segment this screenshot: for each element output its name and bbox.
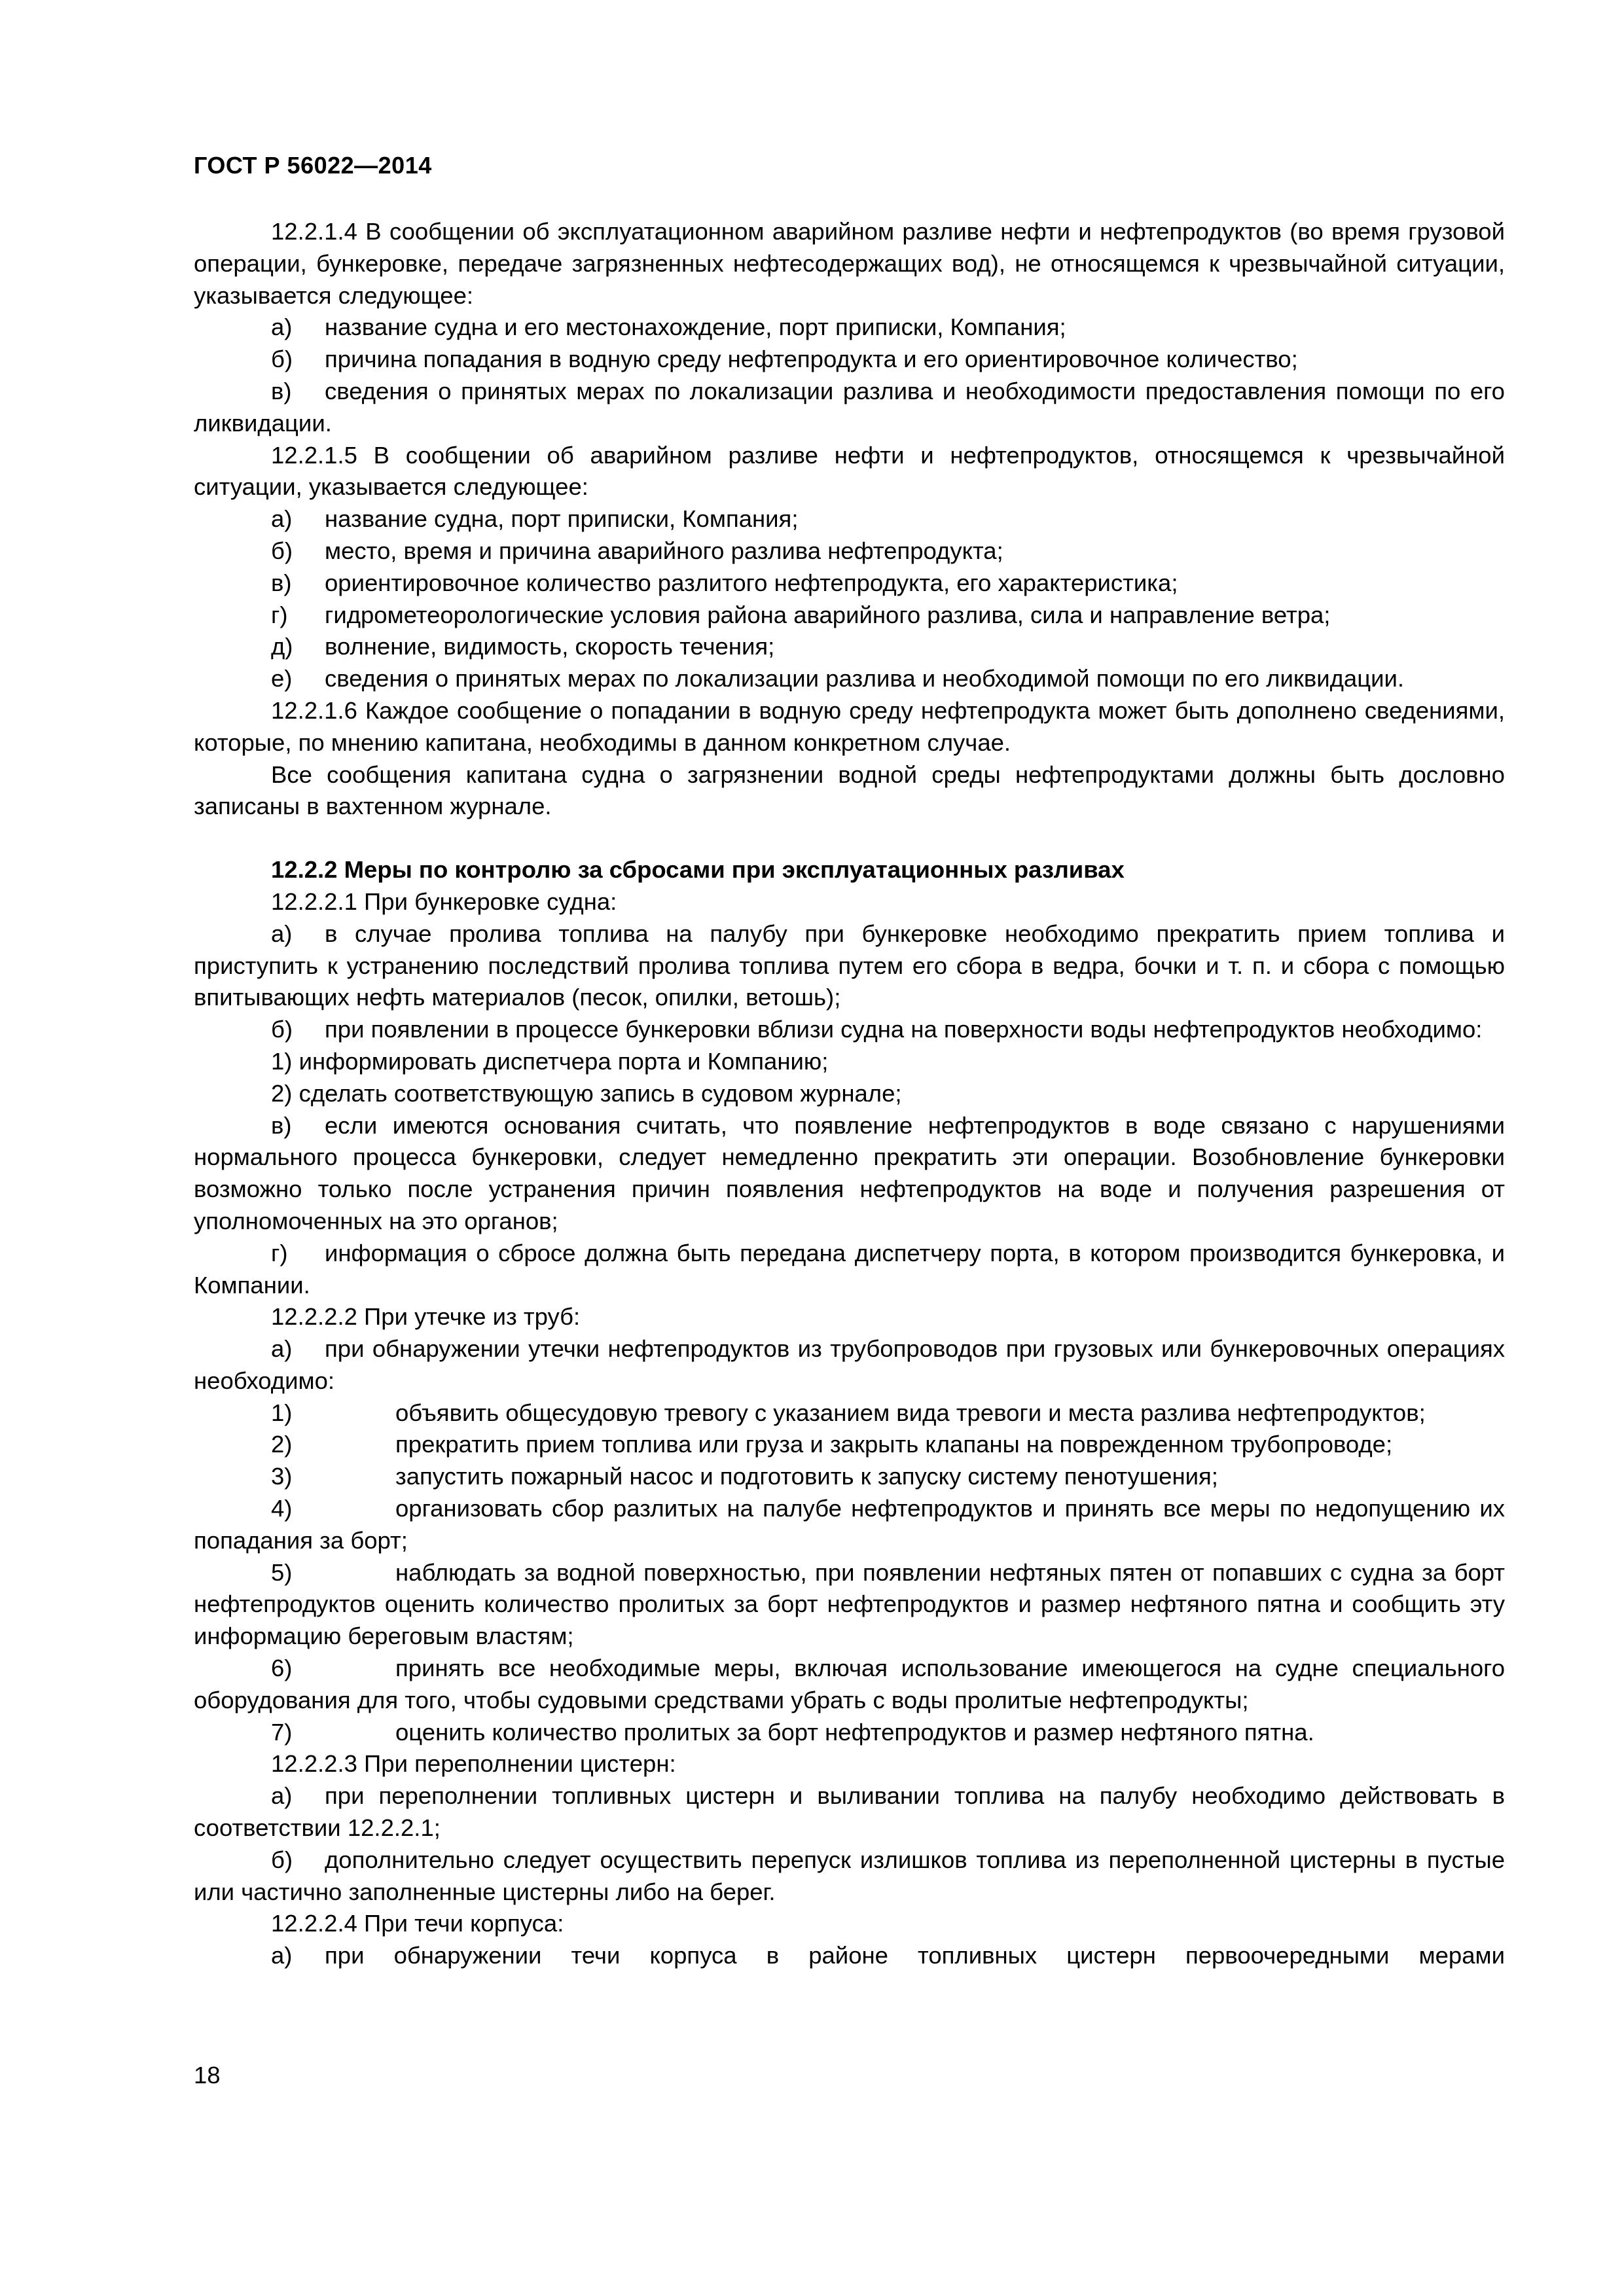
list-marker: а) — [271, 1335, 293, 1363]
list-marker: в) — [271, 377, 292, 404]
list-marker: 3) — [271, 1463, 293, 1490]
list-item — [194, 1557, 1505, 1653]
list-item-text: объявить общесудовую тревогу с указанием вида тревоги и места разлива нефтепродуктов; — [395, 1399, 1426, 1426]
list-item-text: прекратить прием топлива или груза и закрыть клапаны на поврежденном трубопроводе; — [395, 1431, 1393, 1458]
list-marker: б) — [271, 346, 293, 373]
list-item — [194, 1717, 1505, 1749]
list-item — [194, 1110, 1505, 1238]
list-marker: 1) — [271, 1399, 293, 1426]
list-item — [194, 1333, 1505, 1397]
list-item — [194, 1653, 1505, 1717]
list-marker: г) — [271, 601, 288, 628]
paragraph: 12.2.2.4 При течи корпуса: — [271, 1910, 564, 1937]
list-item-text: организовать сбор разлитых на палубе нефтепродуктов и принять все меры по недопущению их попадания за борт; — [194, 1495, 1505, 1554]
list-marker: в) — [271, 569, 292, 596]
list-item — [194, 1844, 1505, 1909]
document-header: ГОСТ Р 56022—2014 — [194, 152, 432, 179]
list-item-text: при обнаружении течи корпуса в районе топливных цистерн первоочередными мерами — [325, 1942, 1505, 1969]
list-item-text: место, время и причина аварийного разлива нефтепродукта; — [325, 537, 1003, 564]
list-item-text: гидрометеорологические условия района аварийного разлива, сила и направление ветра; — [325, 601, 1331, 628]
list-item — [194, 1397, 1505, 1429]
list-item — [194, 663, 1505, 695]
list-item-text: принять все необходимые меры, включая использование имеющегося на судне специального оборудования для того, чтобы судовыми средствами убрать с воды пролитые нефтепродукты; — [194, 1655, 1505, 1713]
list-marker: 5) — [271, 1558, 293, 1586]
list-item-text: название судна и его местонахождение, порт приписки, Компания; — [325, 314, 1066, 341]
list-item-text: сведения о принятых мерах по локализации разлива и необходимости предоставления помощи по его ликвидации. — [194, 377, 1505, 437]
list-item — [194, 1940, 1505, 1972]
document-body — [194, 216, 1505, 1972]
list-item — [194, 376, 1505, 440]
list-item-text: название судна, порт приписки, Компания; — [325, 505, 799, 533]
list-item-text: при переполнении топливных цистерн и выливании топлива на палубу необходимо действовать в соответствии 12.2.2.1; — [194, 1782, 1505, 1842]
list-item-text: в случае пролива топлива на палубу при бункеровке необходимо прекратить прием топлива и приступить к устранению последствий пролива топлива путем его сбора в ведра, бочки и т. п. и сбора с помощью впитывающих нефть материалов (песок, опилки, ветошь); — [194, 920, 1505, 1011]
list-item-text: сведения о принятых мерах по локализации разлива и необходимой помощи по его ликвидации. — [325, 665, 1405, 692]
list-marker: а) — [271, 1782, 293, 1810]
list-item — [194, 1493, 1505, 1557]
list-item-text: наблюдать за водной поверхностью, при появлении нефтяных пятен от попавших с судна за борт нефтепродуктов оценить количество пролитых за борт нефтепродуктов и размер нефтяного пятна и сообщить эту информацию береговым властям; — [194, 1558, 1505, 1650]
list-marker: а) — [271, 314, 293, 341]
list-marker: б) — [271, 1016, 293, 1043]
list-marker: а) — [271, 1942, 293, 1969]
list-marker: а) — [271, 505, 293, 533]
list-item — [194, 1014, 1505, 1046]
list-item-text: если имеются основания считать, что появление нефтепродуктов в воде связано с нарушениями нормального процесса бункеровки, следует немедленно прекратить эти операции. Возобновление бункеровки возможно только после устранения причин появления нефтепродуктов на воде и получения разрешения от уполномоченных на это органов; — [194, 1111, 1505, 1234]
list-marker: 2) — [271, 1431, 293, 1458]
list-item-text: информация о сбросе должна быть передана диспетчеру порта, в котором производится бункеровка, и Компании. — [194, 1239, 1505, 1299]
list-item-text: ориентировочное количество разлитого нефтепродукта, его характеристика; — [325, 569, 1178, 596]
section-gap — [194, 823, 1505, 854]
list-item — [194, 567, 1505, 600]
paragraph: 12.2.2.2 При утечке из труб: — [271, 1303, 581, 1331]
list-item — [194, 312, 1505, 344]
list-item — [194, 1780, 1505, 1844]
section-heading: 12.2.2 Меры по контролю за сбросами при эксплуатационных разливах — [271, 856, 1125, 884]
paragraph: 12.2.2.3 При переполнении цистерн: — [271, 1750, 676, 1778]
list-marker: 4) — [271, 1495, 293, 1522]
list-marker: е) — [271, 665, 293, 692]
list-marker: 6) — [271, 1655, 293, 1682]
list-item — [194, 1461, 1505, 1493]
paragraph: 12.2.1.5 В сообщении об аварийном разливе нефти и нефтепродуктов, относящемся к чрезвычайной ситуации, указывается следующее: — [194, 441, 1505, 501]
list-item-text: при обнаружении утечки нефтепродуктов из трубопроводов при грузовых или бункеровочных операциях необходимо: — [194, 1335, 1505, 1394]
list-item-text: волнение, видимость, скорость течения; — [325, 633, 775, 660]
list-marker: 7) — [271, 1718, 293, 1746]
list-item — [194, 1429, 1505, 1461]
paragraph: 12.2.1.6 Каждое сообщение о попадании в водную среду нефтепродукта может быть дополнено сведениями, которые, по мнению капитана, необходимы в данном конкретном случае. — [194, 696, 1505, 756]
list-item-text: дополнительно следует осуществить перепуск излишков топлива из переполненной цистерны в пустые или частично заполненные цистерны либо на берег. — [194, 1846, 1505, 1905]
list-item — [194, 503, 1505, 535]
paragraph: 2) сделать соответствующую запись в судовом журнале; — [271, 1079, 902, 1107]
paragraph: 1) информировать диспетчера порта и Компанию; — [271, 1047, 829, 1075]
list-marker: б) — [271, 1846, 293, 1873]
list-item-text: оценить количество пролитых за борт нефтепродуктов и размер нефтяного пятна. — [395, 1718, 1314, 1746]
paragraph: 12.2.1.4 В сообщении об эксплуатационном аварийном разливе нефти и нефтепродуктов (во время грузовой операции, бункеровке, передаче загрязненных нефтесодержащих вод), не относящемся к чрезвычайной ситуации, указывается следующее: — [194, 218, 1505, 309]
paragraph: Все сообщения капитана судна о загрязнении водной среды нефтепродуктами должны быть дословно записаны в вахтенном журнале. — [194, 761, 1505, 820]
list-marker: б) — [271, 537, 293, 564]
list-item-text: при появлении в процессе бункеровки вблизи судна на поверхности воды нефтепродуктов необходимо: — [325, 1016, 1483, 1043]
list-item — [194, 344, 1505, 376]
paragraph: 12.2.2.1 При бункеровке судна: — [271, 888, 617, 915]
list-item-text: причина попадания в водную среду нефтепродукта и его ориентировочное количество; — [325, 346, 1298, 373]
list-item — [194, 600, 1505, 632]
list-marker: г) — [271, 1239, 288, 1266]
list-item — [194, 535, 1505, 567]
page-number: 18 — [194, 2062, 221, 2089]
list-marker: в) — [271, 1111, 292, 1139]
list-item — [194, 918, 1505, 1014]
list-marker: д) — [271, 633, 293, 660]
list-item — [194, 631, 1505, 663]
list-item-text: запустить пожарный насос и подготовить к запуску систему пенотушения; — [395, 1463, 1218, 1490]
list-marker: а) — [271, 920, 293, 947]
list-item — [194, 1238, 1505, 1302]
